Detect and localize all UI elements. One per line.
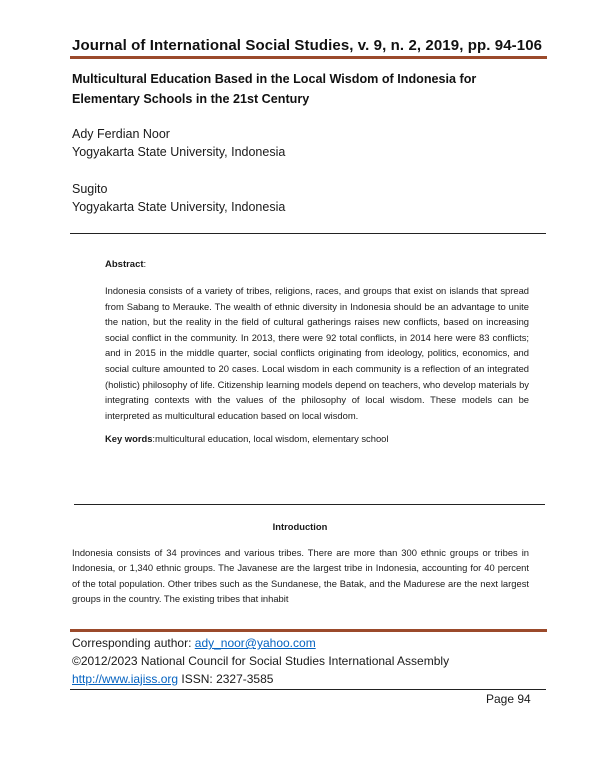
issn: ISSN: 2327-3585: [181, 672, 274, 686]
introduction-text: Indonesia consists of 34 provinces and various tribes. There are more than 300 ethnic groups or tribes in Indonesia, or 1,340 ethnic groups. The Javanese are the largest tribe in Indonesia, accounting for 40 percent of the total population. Other tribes such as the Sundanese, the Batak, and the Madurese are the next largest groups in the country. The existing tribes that inhabit: [72, 547, 529, 605]
abstract-label: Abstract: [105, 259, 144, 270]
abstract-divider: [74, 504, 545, 505]
introduction-heading: Introduction: [272, 521, 328, 532]
email-link[interactable]: ady_noor@yahoo.com: [194, 636, 316, 650]
abstract-section: Abstract: Indonesia consists of a variety of tribes, religions, races, and groups that exist on islands that spread from Sabang to Merauke. The wealth of ethnic diversity in Indonesia should be an advantage to unite the nation, but the reality in the field of cultural gatherings raises new conflicts, based on increasing social conflict in the community. In 2013, there were 92 total conflicts, in 2014 here were 83 conflicts; and in 2015 in the middle quarter, social conflicts originating from ideology, politics, economics, and social culture amounted to 20 cases. Local wisdom in each community is a reflection of an integrated (holistic) philosophy of life. Citizenship learning models depend on teachers, who develop materials by integrating contexts with the values of the philosophy of local wisdom. These models can be interpreted as multicultural education based on local wisdom. Key words:multicultural education, local wisdom, elementary school: [105, 259, 529, 445]
footer-rule: [70, 629, 547, 632]
header-rule: [70, 56, 547, 59]
author-2-affiliation: Yogyakarta State University, Indonesia: [72, 200, 286, 214]
journal-header: Journal of International Social Studies, v. 9, n. 2, 2019, pp. 94-106: [72, 37, 543, 54]
copyright-line: ©2012/2023 National Council for Social Studies International Assembly: [72, 654, 450, 668]
site-line: [72, 670, 449, 688]
article-title: Multicultural Education Based in the Local Wisdom of Indonesia for Elementary Schools in the 21st Century: [72, 72, 477, 106]
page-number: Page 94: [486, 692, 531, 706]
footer-divider: [70, 689, 546, 690]
website-link[interactable]: http://www.iajiss.org: [72, 672, 179, 686]
author-1: [72, 125, 285, 161]
author-2: [72, 180, 285, 216]
corresponding-author-line: [72, 634, 449, 652]
keywords-label: Key words: [105, 433, 153, 445]
footer: [72, 634, 449, 688]
author-1-affiliation: Yogyakarta State University, Indonesia: [72, 145, 286, 159]
author-2-name: Sugito: [72, 182, 108, 196]
keywords-list: :multicultural education, local wisdom, elementary school: [152, 433, 389, 445]
abstract-text: Indonesia consists of a variety of tribes, religions, races, and groups that exist on islands that spread from Sabang to Merauke. The wealth of ethnic diversity in Indonesia should be an advantage to unite the nation, but the reality in the field of cultural gatherings raises new conflicts, based on increasing social conflict in the community. In 2013, there were 92 total conflicts, in 2014 here were 83 conflicts; and in 2015 in the middle quarter, social conflicts originating from ideology, politics, economics, and social culture amounted to 20 cases. Local wisdom in each community is a reflection of an integrated (holistic) philosophy of life. Citizenship learning models depend on teachers, who develop materials by integrating contexts with the values of the philosophy of local wisdom. These models can be interpreted as multicultural education based on local wisdom.: [105, 285, 529, 421]
author-1-name: Ady Ferdian Noor: [72, 127, 170, 141]
keywords: [105, 433, 529, 444]
corresponding-label: Corresponding author:: [72, 636, 192, 650]
authors-divider: [70, 233, 546, 234]
